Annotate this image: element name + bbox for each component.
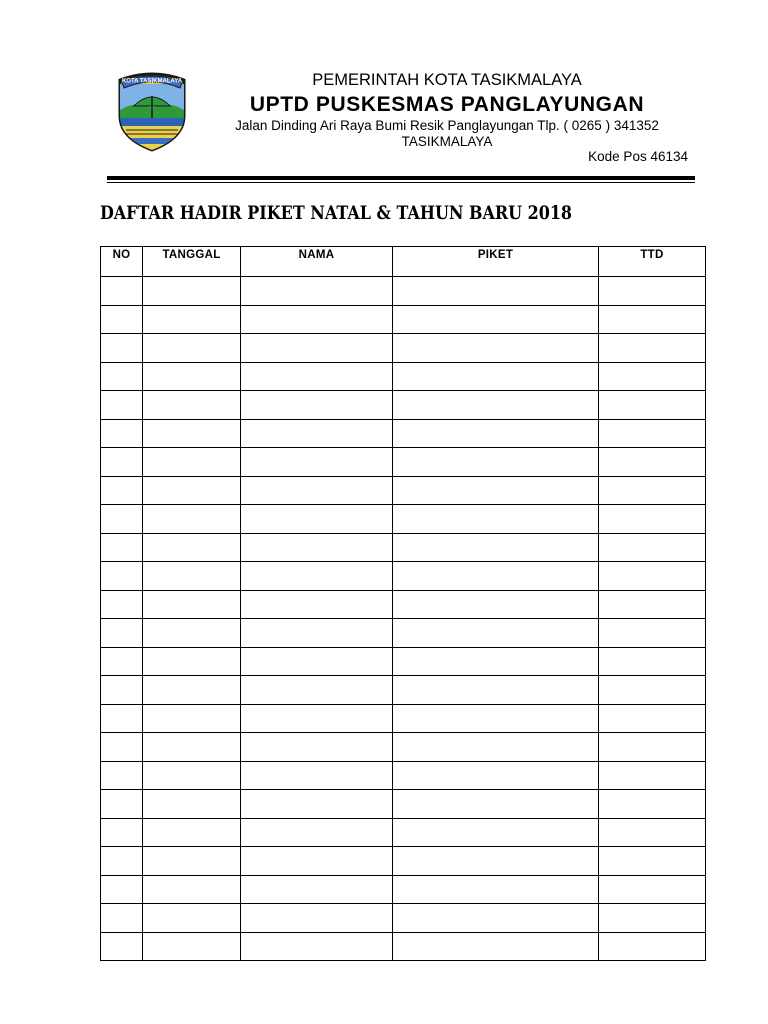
cell-ttd	[599, 875, 706, 904]
cell-piket	[393, 419, 599, 448]
postal-code: Kode Pos 46134	[588, 149, 688, 164]
cell-nama	[241, 847, 393, 876]
cell-tanggal	[143, 875, 241, 904]
cell-nama	[241, 904, 393, 933]
cell-tanggal	[143, 277, 241, 306]
cell-tanggal	[143, 419, 241, 448]
cell-nama	[241, 818, 393, 847]
table-row	[101, 277, 706, 306]
header-no: NO	[101, 247, 143, 277]
cell-nama	[241, 505, 393, 534]
cell-ttd	[599, 733, 706, 762]
cell-tanggal	[143, 932, 241, 961]
cell-no	[101, 733, 143, 762]
cell-tanggal	[143, 647, 241, 676]
table-row	[101, 619, 706, 648]
cell-no	[101, 476, 143, 505]
cell-ttd	[599, 790, 706, 819]
cell-no	[101, 391, 143, 420]
cell-tanggal	[143, 305, 241, 334]
cell-ttd	[599, 533, 706, 562]
cell-ttd	[599, 448, 706, 477]
cell-nama	[241, 334, 393, 363]
header-ttd: TTD	[599, 247, 706, 277]
table-row	[101, 704, 706, 733]
cell-no	[101, 761, 143, 790]
cell-tanggal	[143, 704, 241, 733]
table-row	[101, 932, 706, 961]
cell-no	[101, 448, 143, 477]
cell-ttd	[599, 562, 706, 591]
cell-ttd	[599, 676, 706, 705]
header-nama: NAMA	[241, 247, 393, 277]
cell-piket	[393, 391, 599, 420]
cell-tanggal	[143, 334, 241, 363]
cell-ttd	[599, 362, 706, 391]
table-row	[101, 305, 706, 334]
header-piket: PIKET	[393, 247, 599, 277]
cell-nama	[241, 391, 393, 420]
table-row	[101, 562, 706, 591]
cell-nama	[241, 619, 393, 648]
cell-tanggal	[143, 590, 241, 619]
cell-piket	[393, 277, 599, 306]
cell-ttd	[599, 818, 706, 847]
cell-nama	[241, 362, 393, 391]
cell-no	[101, 305, 143, 334]
cell-piket	[393, 562, 599, 591]
cell-piket	[393, 448, 599, 477]
table-row	[101, 448, 706, 477]
cell-piket	[393, 476, 599, 505]
city-crest-logo	[112, 66, 192, 152]
cell-tanggal	[143, 362, 241, 391]
cell-ttd	[599, 305, 706, 334]
cell-piket	[393, 619, 599, 648]
cell-piket	[393, 305, 599, 334]
table-row	[101, 790, 706, 819]
cell-no	[101, 790, 143, 819]
cell-piket	[393, 533, 599, 562]
document-title: DAFTAR HADIR PIKET NATAL & TAHUN BARU 2018	[99, 202, 573, 224]
cell-tanggal	[143, 505, 241, 534]
cell-tanggal	[143, 476, 241, 505]
cell-no	[101, 847, 143, 876]
cell-no	[101, 932, 143, 961]
cell-nama	[241, 761, 393, 790]
cell-nama	[241, 875, 393, 904]
cell-tanggal	[143, 533, 241, 562]
cell-tanggal	[143, 733, 241, 762]
cell-piket	[393, 761, 599, 790]
cell-no	[101, 362, 143, 391]
table-row	[101, 362, 706, 391]
cell-piket	[393, 704, 599, 733]
cell-piket	[393, 590, 599, 619]
table-row	[101, 647, 706, 676]
table-row	[101, 847, 706, 876]
table-row	[101, 476, 706, 505]
cell-nama	[241, 590, 393, 619]
cell-no	[101, 505, 143, 534]
cell-tanggal	[143, 847, 241, 876]
cell-no	[101, 533, 143, 562]
cell-ttd	[599, 334, 706, 363]
cell-no	[101, 875, 143, 904]
cell-nama	[241, 277, 393, 306]
cell-ttd	[599, 932, 706, 961]
cell-ttd	[599, 476, 706, 505]
cell-piket	[393, 334, 599, 363]
table-row	[101, 334, 706, 363]
cell-piket	[393, 847, 599, 876]
cell-no	[101, 818, 143, 847]
cell-piket	[393, 676, 599, 705]
table-row	[101, 533, 706, 562]
letterhead-rule-thick	[107, 176, 695, 180]
cell-tanggal	[143, 448, 241, 477]
table-row	[101, 904, 706, 933]
table-row	[101, 761, 706, 790]
cell-nama	[241, 476, 393, 505]
cell-nama	[241, 533, 393, 562]
table-body	[101, 277, 706, 961]
cell-no	[101, 562, 143, 591]
cell-ttd	[599, 505, 706, 534]
cell-no	[101, 619, 143, 648]
letterhead	[0, 0, 768, 180]
table-row	[101, 875, 706, 904]
header-tanggal: TANGGAL	[143, 247, 241, 277]
table-row	[101, 733, 706, 762]
table-row	[101, 419, 706, 448]
cell-tanggal	[143, 562, 241, 591]
cell-ttd	[599, 761, 706, 790]
cell-piket	[393, 818, 599, 847]
cell-piket	[393, 362, 599, 391]
cell-piket	[393, 733, 599, 762]
cell-nama	[241, 647, 393, 676]
cell-ttd	[599, 419, 706, 448]
cell-ttd	[599, 904, 706, 933]
cell-tanggal	[143, 619, 241, 648]
cell-tanggal	[143, 676, 241, 705]
table-header-row	[101, 247, 706, 277]
cell-nama	[241, 790, 393, 819]
cell-tanggal	[143, 391, 241, 420]
cell-ttd	[599, 647, 706, 676]
cell-ttd	[599, 391, 706, 420]
address-line: Jalan Dinding Ari Raya Bumi Resik Panglayungan Tlp. ( 0265 ) 341352	[235, 118, 659, 133]
table-row	[101, 391, 706, 420]
cell-no	[101, 590, 143, 619]
cell-piket	[393, 647, 599, 676]
cell-tanggal	[143, 818, 241, 847]
table-row	[101, 505, 706, 534]
cell-nama	[241, 676, 393, 705]
cell-no	[101, 419, 143, 448]
cell-tanggal	[143, 761, 241, 790]
government-name: PEMERINTAH KOTA TASIKMALAYA	[312, 71, 582, 89]
cell-ttd	[599, 619, 706, 648]
cell-piket	[393, 904, 599, 933]
cell-nama	[241, 562, 393, 591]
cell-piket	[393, 790, 599, 819]
unit-name: UPTD PUSKESMAS PANGLAYUNGAN	[249, 93, 645, 116]
cell-piket	[393, 875, 599, 904]
cell-nama	[241, 704, 393, 733]
table-row	[101, 590, 706, 619]
cell-nama	[241, 419, 393, 448]
cell-ttd	[599, 847, 706, 876]
cell-ttd	[599, 590, 706, 619]
cell-piket	[393, 505, 599, 534]
cell-no	[101, 334, 143, 363]
cell-nama	[241, 733, 393, 762]
table-row	[101, 818, 706, 847]
letterhead-rule-thin	[107, 182, 695, 183]
city-line: TASIKMALAYA	[401, 134, 493, 149]
table-row	[101, 676, 706, 705]
crest-top-text: KOTA TASIKMALAYA	[121, 78, 183, 85]
cell-nama	[241, 932, 393, 961]
cell-nama	[241, 448, 393, 477]
cell-tanggal	[143, 790, 241, 819]
cell-piket	[393, 932, 599, 961]
cell-no	[101, 704, 143, 733]
cell-no	[101, 647, 143, 676]
cell-no	[101, 676, 143, 705]
cell-ttd	[599, 704, 706, 733]
attendance-table	[100, 246, 706, 961]
cell-ttd	[599, 277, 706, 306]
cell-no	[101, 904, 143, 933]
cell-no	[101, 277, 143, 306]
cell-tanggal	[143, 904, 241, 933]
cell-nama	[241, 305, 393, 334]
